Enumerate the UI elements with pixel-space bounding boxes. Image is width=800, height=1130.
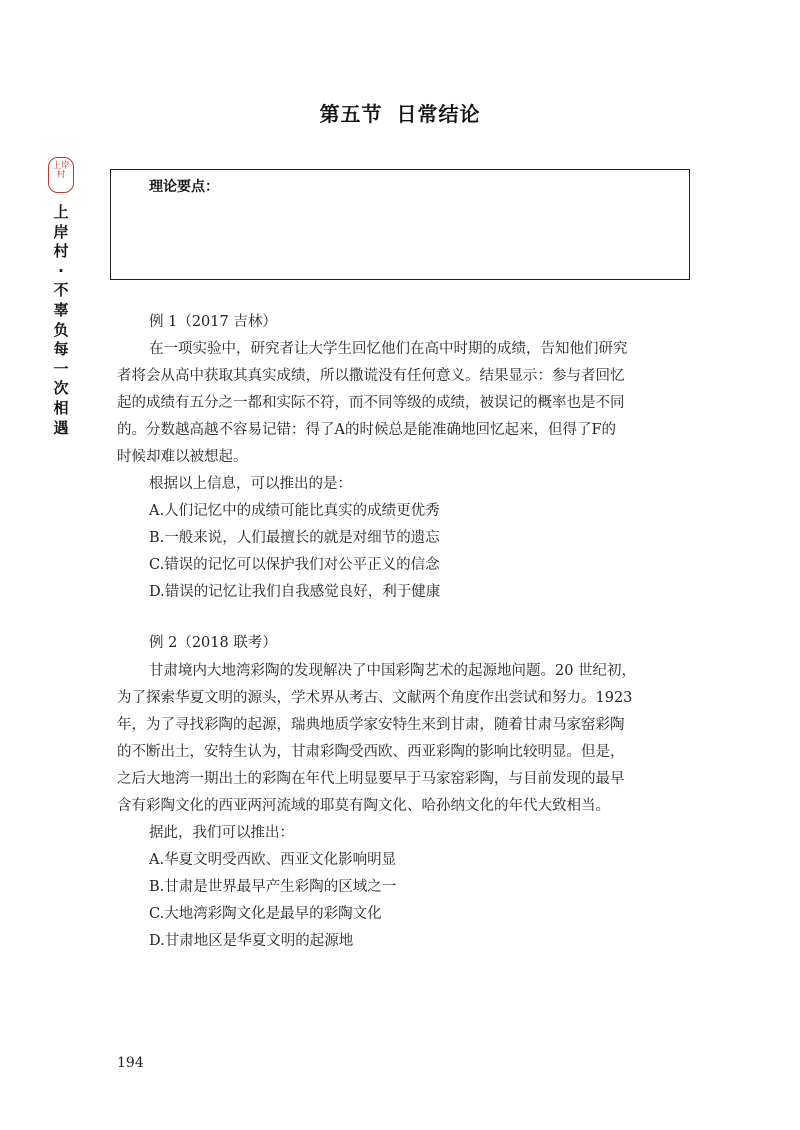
example1-line: 时候却难以被想起。 bbox=[117, 449, 248, 465]
side-char: 岸 bbox=[53, 222, 69, 241]
example2-line: 年，为了寻找彩陶的起源，瑞典地质学家安特生来到甘肃，随着甘肃马家窑彩陶 bbox=[117, 717, 625, 733]
side-char: · bbox=[58, 261, 64, 280]
side-char: 不 bbox=[53, 281, 69, 300]
side-char: 辜 bbox=[53, 300, 69, 319]
example1-line: 的。分数越高越不容易记错：得了A的时候总是能准确地回忆起来，但得了F的 bbox=[117, 422, 617, 438]
side-char: 村 bbox=[53, 242, 69, 261]
example2-option-b: B.甘肃是世界最早产生彩陶的区域之一 bbox=[149, 879, 397, 895]
example1-line: 在一项实验中，研究者让大学生回忆他们在高中时期的成绩，告知他们研究 bbox=[149, 341, 628, 357]
side-slogan bbox=[50, 203, 72, 438]
example2-line: 甘肃境内大地湾彩陶的发现解决了中国彩陶艺术的起源地问题。20 世纪初， bbox=[149, 663, 637, 679]
theory-box-title: 理论要点： bbox=[149, 179, 219, 195]
example1-question: 根据以上信息，可以推出的是： bbox=[149, 476, 352, 492]
seal-logo bbox=[48, 157, 74, 193]
example2-question: 据此，我们可以推出： bbox=[149, 825, 294, 841]
page-number: 194 bbox=[117, 1055, 144, 1071]
section-name: 日常结论 bbox=[396, 102, 481, 126]
seal-text: 上岸 村 bbox=[52, 161, 70, 180]
theory-box bbox=[110, 169, 690, 280]
example1-heading: 例 1（2017 吉林） bbox=[149, 314, 277, 330]
example2-option-c: C.大地湾彩陶文化是最早的彩陶文化 bbox=[149, 906, 382, 922]
side-char: 负 bbox=[53, 320, 69, 339]
side-char: 每 bbox=[53, 340, 69, 359]
example1-option-d: D.错误的记忆让我们自我感觉良好，利于健康 bbox=[149, 584, 441, 600]
example1-option-a: A.人们记忆中的成绩可能比真实的成绩更优秀 bbox=[149, 503, 440, 519]
page-title bbox=[0, 98, 800, 127]
side-char: 一 bbox=[53, 359, 69, 378]
example1-line: 起的成绩有五分之一都和实际不符，而不同等级的成绩，被误记的概率也是不同 bbox=[117, 395, 625, 411]
side-char: 遇 bbox=[53, 418, 69, 437]
side-char: 相 bbox=[53, 398, 69, 417]
side-char: 次 bbox=[53, 379, 69, 398]
example2-option-d: D.甘肃地区是华夏文明的起源地 bbox=[149, 933, 354, 949]
example1-option-b: B.一般来说，人们最擅长的就是对细节的遗忘 bbox=[149, 530, 440, 546]
section-number: 第五节 bbox=[319, 102, 383, 126]
example2-option-a: A.华夏文明受西欧、西亚文化影响明显 bbox=[149, 852, 397, 868]
example1-option-c: C.错误的记忆可以保护我们对公平正义的信念 bbox=[149, 557, 440, 573]
example2-line: 的不断出土，安特生认为，甘肃彩陶受西欧、西亚彩陶的影响比较明显。但是， bbox=[117, 744, 625, 760]
example1-line: 者将会从高中获取其真实成绩，所以撒谎没有任何意义。结果显示：参与者回忆 bbox=[117, 368, 625, 384]
example2-line: 为了探索华夏文明的源头，学术界从考古、文献两个角度作出尝试和努力。1923 bbox=[117, 690, 633, 706]
side-char: 上 bbox=[53, 203, 69, 221]
example2-line: 含有彩陶文化的西亚两河流域的耶莫有陶文化、哈孙纳文化的年代大致相当。 bbox=[117, 798, 610, 814]
example2-line: 之后大地湾一期出土的彩陶在年代上明显要早于马家窑彩陶，与目前发现的最早 bbox=[117, 771, 625, 787]
example2-heading: 例 2（2018 联考） bbox=[149, 635, 277, 651]
